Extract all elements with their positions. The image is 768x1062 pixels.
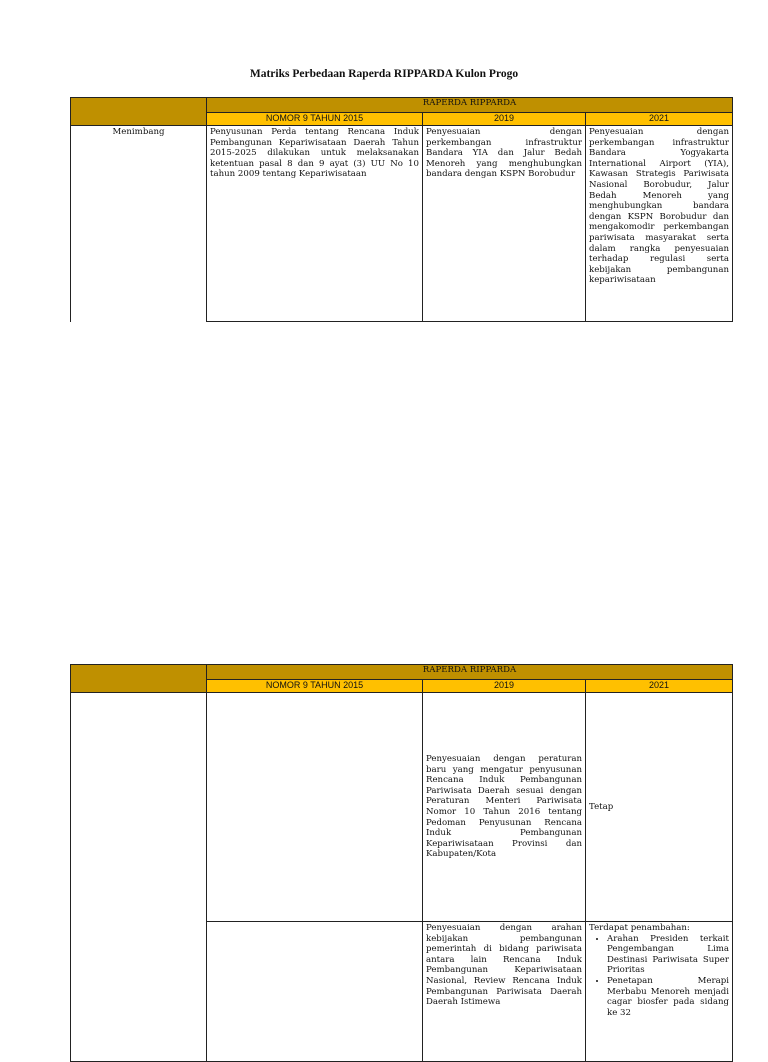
header-col-2015: NOMOR 9 TAHUN 2015 <box>207 680 423 693</box>
comparison-table-2 <box>70 664 733 1062</box>
header-col-2015: NOMOR 9 TAHUN 2015 <box>207 113 423 126</box>
header-col-2019: 2019 <box>423 113 586 126</box>
cell-2021: Tetap <box>586 693 733 922</box>
cell-2019: Penyesuaian dengan arahan kebijakan pembangunan pemerintah di bidang pariwisata antara lain Rencana Induk Pembangunan Kepariwisataan Nasional, Review Rencana Induk Pembangunan Pariwisata Daerah Daerah Istimewa <box>423 922 586 1062</box>
list-item: • Arahan Presiden terkait Pengembangan Lima Destinasi Pariwisata Super Prioritas <box>607 934 729 976</box>
header-group: RAPERDA RIPPARDA <box>207 665 733 680</box>
document-title: Matriks Perbedaan Raperda RIPPARDA Kulon Progo <box>249 68 519 80</box>
header-col-2019: 2019 <box>423 680 586 693</box>
comparison-table-1 <box>70 97 733 322</box>
list-item: • Penetapan Merapi Merbabu Menoreh menjadi cagar biosfer pada sidang ke 32 <box>607 976 729 1018</box>
header-col-2021: 2021 <box>586 680 733 693</box>
cell-2015 <box>207 693 423 922</box>
additions-intro: Terdapat penambahan: <box>589 923 690 933</box>
cell-2019: Penyesuaian dengan peraturan baru yang mengatur penyusunan Rencana Induk Pembangunan Pariwisata Daerah sesuai dengan Peraturan Menteri Pariwisata Nomor 10 Tahun 2016 tentang Pedoman Penyusunan Rencana Induk Pembangunan Kepariwisataan Provinsi dan Kabupaten/Kota <box>423 693 586 922</box>
cell-2019: Penyesuaian dengan perkembangan infrastruktur Bandara YIA dan Jalur Bedah Menoreh yang menghubungkan bandara dengan KSPN Borobudur <box>423 126 586 322</box>
header-blank <box>71 665 207 693</box>
row-label-empty <box>71 693 207 1062</box>
header-blank <box>71 98 207 126</box>
cell-2021 <box>586 922 733 1062</box>
cell-2015 <box>207 922 423 1062</box>
additions-list <box>589 934 729 1019</box>
row-label: Menimbang <box>71 126 207 322</box>
cell-2021: Penyesuaian dengan perkembangan infrastruktur Bandara Yogyakarta International Airport (YIA), Kawasan Strategis Pariwisata Nasional Borobudur, Jalur Bedah Menoreh yang menghubungkan bandara dengan KSPN Borobudur dan mengakomodir perkembangan pariwisata masyarakat serta dalam rangka penyesuaian terhadap regulasi serta kebijakan pembangunan kepariwisataan <box>586 126 733 322</box>
cell-2015: Penyusunan Perda tentang Rencana Induk Pembangunan Kepariwisataan Daerah Tahun 2015-2025 dilakukan untuk melaksanakan ketentuan pasal 8 dan 9 ayat (3) UU No 10 tahun 2009 tentang Kepariwisataan <box>207 126 423 322</box>
header-group: RAPERDA RIPPARDA <box>207 98 733 113</box>
header-col-2021: 2021 <box>586 113 733 126</box>
